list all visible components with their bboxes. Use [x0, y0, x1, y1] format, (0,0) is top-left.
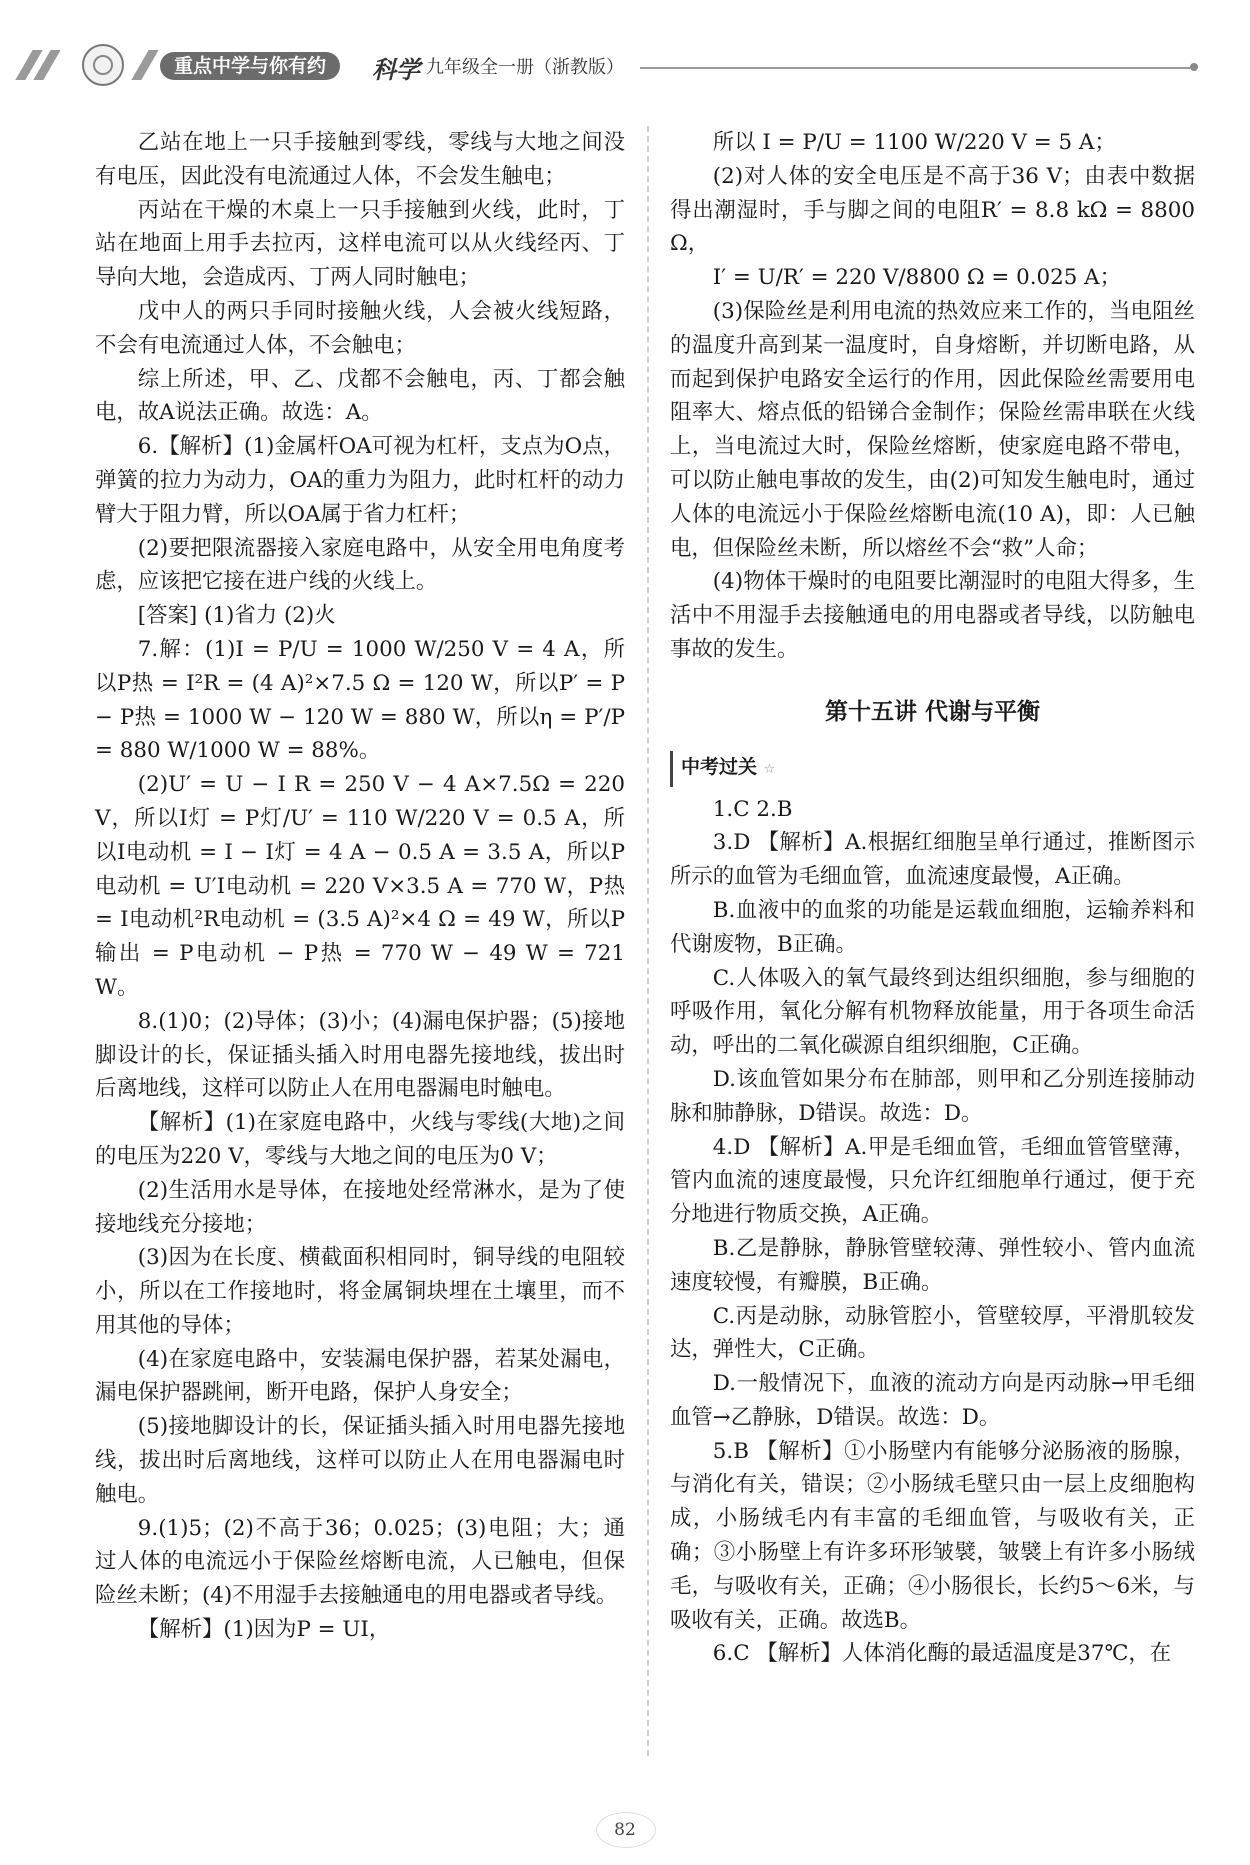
paragraph: 丙站在干燥的木桌上一只手接触到火线，此时，丁站在地面上用手去拉丙，这样电流可以从火线经丙、丁导向大地，会造成丙、丁两人同时触电； — [95, 197, 625, 291]
answer-1-2: 1.C 2.B — [712, 796, 793, 822]
formula-line: I′ = U/R′ = 220 V/8800 Ω = 0.025 A； — [712, 265, 1121, 291]
paragraph: 综上所述，甲、乙、戊都不会触电，丙、丁都会触电，故A说法正确。故选：A。 — [95, 366, 625, 426]
page-header — [20, 44, 1200, 88]
paragraph: 乙站在地上一只手接触到零线，零线与大地之间没有电压，因此没有电流通过人体，不会发生触电； — [95, 130, 625, 189]
header-dot — [1190, 63, 1198, 71]
paragraph: (5)接地脚设计的长，保证插头插入时用电器先接地线，拔出时后离地线，这样可以防止人在用电器漏电时触电。 — [95, 1414, 625, 1507]
answer-9: 9.(1)5；(2)不高于36；0.025；(3)电阻；大；通过人体的电流远小于保险丝熔断电流，人已触电，但保险丝未断；(4)不用湿手去接触通电的用电器或者导线。 — [95, 1515, 625, 1609]
paragraph: (4)在家庭电路中，安装漏电保护器，若某处漏电，漏电保护器跳闸，断开电路，保护人身安全； — [95, 1346, 625, 1406]
left-column — [95, 126, 625, 1647]
star-icon: ☆ — [763, 761, 776, 777]
paragraph: 【解析】(1)在家庭电路中，火线与零线(大地)之间的电压为220 V，零线与大地之间的电压为0 V； — [95, 1110, 625, 1169]
book-title: 九年级全一册（浙教版） — [426, 57, 624, 78]
paragraph: (2)要把限流器接入家庭电路中，从安全用电角度考虑，应该把它接在进户线的火线上。 — [95, 535, 625, 595]
paragraph: D.该血管如果分布在肺部，则甲和乙分别连接肺动脉和肺静脉，D错误。故选：D。 — [670, 1066, 1195, 1126]
page-number: 82 — [614, 1820, 636, 1840]
section-label: 中考过关 — [681, 755, 758, 778]
paragraph: (2)生活用水是导体，在接地处经常淋水，是为了使接地线充分接地； — [95, 1177, 625, 1237]
column-divider — [647, 126, 649, 1756]
right-column — [670, 126, 1195, 1671]
paragraph: 【解析】(1)因为P = UI， — [137, 1617, 391, 1643]
header-rule — [640, 67, 1190, 69]
paragraph: D.一般情况下，血液的流动方向是丙动脉→甲毛细血管→乙静脉，D错误。故选：D。 — [670, 1371, 1195, 1430]
paragraph: (3)因为在长度、横截面积相同时，铜导线的电阻较小，所以在工作接地时，将金属铜块埋在土壤里，而不用其他的导体； — [95, 1245, 625, 1338]
answer-4: 4.D 【解析】A.甲是毛细血管，毛细血管管壁薄，管内血流的速度最慢，只允许红细胞单行通过，便于充分地进行物质交换，A正确。 — [670, 1134, 1195, 1228]
answer-5: 5.B 【解析】①小肠壁内有能够分泌肠液的肠腺，与消化有关，错误；②小肠绒毛壁只由一层上皮细胞构成，小肠绒毛内有丰富的毛细血管，与吸收有关，正确；③小肠壁上有许多环形皱襞，皱襞上有许多小肠绒毛，与吸收有关，正确；④小肠很长，长约5～6米，与吸收有关，正确。故选B。 — [670, 1438, 1195, 1633]
answer-6: 6.C 【解析】人体消化酶的最适温度是37℃，在 — [712, 1641, 1172, 1667]
answer-7-part2: (2)U′ = U − I R = 250 V − 4 A×7.5Ω = 220 V，所以I灯 = P灯/U′ = 110 W/220 V = 0.5 A，所以I电动机 = I − I灯 = 4 A − 0.5 A = 3.5 A，所以P电动机 = U′I电动机 = 220 V×3.5 A = 770 W，P热 = I电动机²R电动机 = (3.5 A)²×4 Ω = 49 W，所以P输出 = P电动机 − P热 = 770 W − 49 W = 721 W。 — [95, 772, 625, 1000]
subject-title: 科学 — [372, 56, 420, 84]
paragraph: (2)对人体的安全电压是不高于36 V；由表中数据得出潮湿时，手与脚之间的电阻R′ = 8.8 kΩ = 8800 Ω， — [670, 163, 1195, 257]
paragraph: C.人体吸入的氧气最终到达组织细胞，参与细胞的呼吸作用，氧化分解有机物释放能量，用于各项生命活动，呼出的二氧化碳源自组织细胞，C正确。 — [670, 965, 1195, 1059]
formula-line: 所以 I = P/U = 1100 W/220 V = 5 A； — [712, 130, 1116, 155]
answer-7-part1: 7.解：(1)I = P/U = 1000 W/250 V = 4 A，所以P热 = I²R = (4 A)²×7.5 Ω = 120 W，所以P′ = P − P热 = 1000 W − 120 W = 880 W，所以η = P′/P = 880 W/1000 W = 88%。 — [95, 636, 625, 764]
paragraph: B.血液中的血浆的功能是运载血细胞，运输养料和代谢废物，B正确。 — [670, 897, 1195, 957]
paragraph: (4)物体干燥时的电阻要比潮湿时的电阻大得多，生活中不用湿手去接触通电的用电器或者导线，以防触电事故的发生。 — [670, 569, 1195, 662]
paragraph: 戊中人的两只手同时接触火线，人会被火线短路，不会有电流通过人体，不会触电； — [95, 298, 625, 358]
series-title: 重点中学与你有约 — [160, 52, 340, 80]
answer-6-result: [答案] (1)省力 (2)火 — [137, 603, 336, 629]
answer-3: 3.D 【解析】A.根据红细胞呈单行通过，推断图示所示的血管为毛细血管，血流速度最慢，A正确。 — [670, 830, 1195, 890]
answer-8: 8.(1)0；(2)导体；(3)小；(4)漏电保护器；(5)接地脚设计的长，保证插头插入时用电器先接地线，拔出时后离地线，这样可以防止人在用电器漏电时触电。 — [95, 1008, 625, 1102]
lesson-title: 第十五讲 代谢与平衡 — [824, 698, 1040, 725]
answer-6-analysis: 6.【解析】(1)金属杆OA可视为杠杆，支点为O点，弹簧的拉力为动力，OA的重力为阻力，此时杠杆的动力臂大于阻力臂，所以OA属于省力杠杆； — [95, 434, 625, 527]
section-tag — [670, 751, 1195, 787]
school-logo-icon — [82, 44, 124, 86]
paragraph: B.乙是静脉，静脉管壁较薄、弹性较小、管内血流速度较慢，有瓣膜，B正确。 — [670, 1235, 1195, 1295]
paragraph: C.丙是动脉，动脉管腔小，管壁较厚，平滑肌较发达，弹性大，C正确。 — [670, 1303, 1195, 1363]
paragraph: (3)保险丝是利用电流的热效应来工作的，当电阻丝的温度升高到某一温度时，自身熔断，并切断电路，从而起到保护电路安全运行的作用，因此保险丝需要用电阻率大、熔点低的铅锑合金制作；保险丝需串联在火线上，当电流过大时，保险丝熔断，使家庭电路不带电，可以防止触电事故的发生，由(2)可知发生触电时，通过人体的电流远小于保险丝熔断电流(10 A)，即：人已触电，但保险丝未断，所以熔丝不会“救”人命； — [670, 298, 1195, 561]
header-slash-decoration — [131, 50, 158, 80]
